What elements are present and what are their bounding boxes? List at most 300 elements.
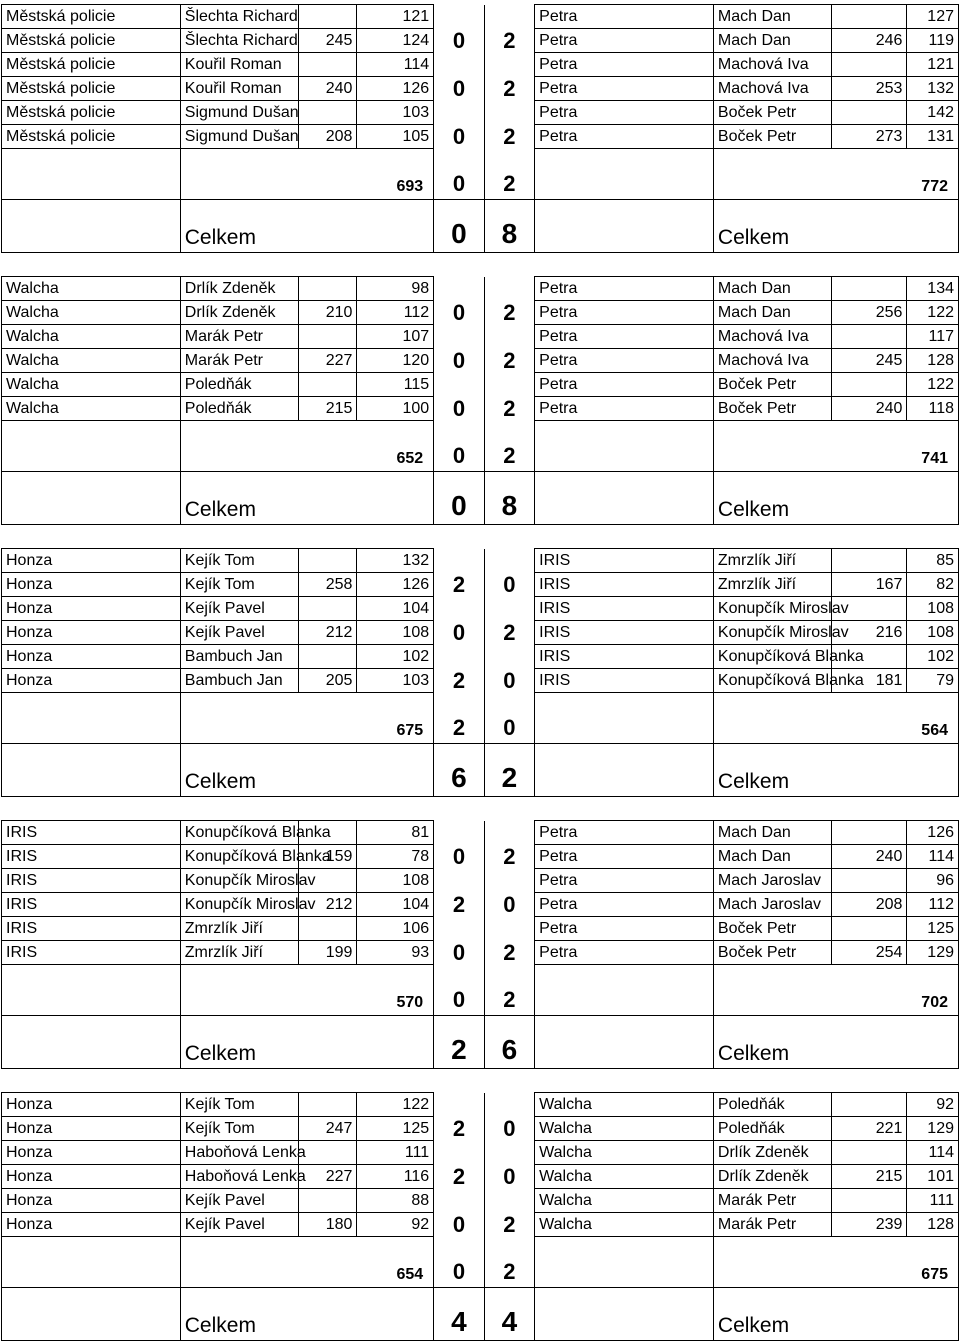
- sum-blank-cell: [2, 421, 181, 472]
- right-team-cell: Petra: [535, 77, 714, 101]
- left-team-cell: IRIS: [2, 893, 181, 917]
- left-final-score: 6: [434, 744, 484, 797]
- right-total-pins: 564: [713, 693, 958, 744]
- sum-blank-cell: [2, 1237, 181, 1288]
- right-points-cell: 0: [484, 1117, 534, 1141]
- sum-blank-cell: [535, 149, 714, 200]
- left-points-cell: 2: [434, 1165, 484, 1189]
- left-game-cell: 132: [357, 549, 434, 573]
- left-series-cell: 245: [298, 29, 357, 53]
- game-row: [2, 597, 959, 621]
- sum-blank-cell: [535, 693, 714, 744]
- left-team-cell: Honza: [2, 597, 181, 621]
- left-game-cell: 92: [357, 1213, 434, 1237]
- left-sum-points: 2: [434, 693, 484, 744]
- game-row: [2, 869, 959, 893]
- right-player-cell: Drlík Zdeněk: [713, 1165, 831, 1189]
- right-team-cell: Petra: [535, 125, 714, 149]
- right-game-cell: 122: [907, 301, 959, 325]
- right-points-cell: 2: [484, 77, 534, 101]
- sum-blank-cell: [2, 149, 181, 200]
- game-row: [2, 821, 959, 845]
- final-row: [2, 1288, 959, 1341]
- left-player-cell: Zmrzlík Jiří: [180, 941, 298, 965]
- left-total-pins: 654: [180, 1237, 433, 1288]
- right-team-cell: Petra: [535, 101, 714, 125]
- right-game-cell: 132: [907, 77, 959, 101]
- left-series-cell: 212: [298, 621, 357, 645]
- left-player-cell: Konupčík Miroslav: [180, 893, 298, 917]
- left-series-cell: [298, 101, 357, 125]
- right-series-cell: 221: [831, 1117, 907, 1141]
- right-points-cell: [484, 597, 534, 621]
- right-game-cell: 129: [907, 1117, 959, 1141]
- right-points-cell: [484, 1093, 534, 1117]
- right-player-cell: Konupčík Miroslav: [713, 621, 831, 645]
- right-points-cell: 0: [484, 573, 534, 597]
- left-points-cell: [434, 373, 484, 397]
- right-game-cell: 96: [907, 869, 959, 893]
- right-game-cell: 118: [907, 397, 959, 421]
- right-player-cell: Zmrzlík Jiří: [713, 549, 831, 573]
- right-series-cell: 245: [831, 349, 907, 373]
- game-row: [2, 301, 959, 325]
- left-points-cell: 2: [434, 893, 484, 917]
- left-team-cell: Honza: [2, 573, 181, 597]
- right-team-cell: Walcha: [535, 1117, 714, 1141]
- right-player-cell: Marák Petr: [713, 1213, 831, 1237]
- right-sum-points: 2: [484, 421, 534, 472]
- right-player-cell: Boček Petr: [713, 917, 831, 941]
- left-series-cell: 180: [298, 1213, 357, 1237]
- blank-cell: [2, 200, 181, 253]
- right-sum-points: 2: [484, 149, 534, 200]
- right-points-cell: 2: [484, 941, 534, 965]
- left-game-cell: 116: [357, 1165, 434, 1189]
- right-team-cell: Walcha: [535, 1165, 714, 1189]
- left-series-cell: 159: [298, 845, 357, 869]
- right-total-label: Celkem: [713, 1016, 958, 1069]
- right-team-cell: IRIS: [535, 597, 714, 621]
- right-series-cell: 208: [831, 893, 907, 917]
- right-team-cell: Petra: [535, 373, 714, 397]
- right-game-cell: 129: [907, 941, 959, 965]
- game-row: [2, 917, 959, 941]
- left-points-cell: [434, 869, 484, 893]
- left-player-cell: Konupčíková Blanka: [180, 845, 298, 869]
- right-player-cell: Boček Petr: [713, 941, 831, 965]
- left-points-cell: 0: [434, 301, 484, 325]
- right-series-cell: [831, 101, 907, 125]
- right-final-score: 4: [484, 1288, 534, 1341]
- game-row: [2, 29, 959, 53]
- right-game-cell: 127: [907, 5, 959, 29]
- left-player-cell: Bambuch Jan: [180, 669, 298, 693]
- sum-row: [2, 149, 959, 200]
- left-game-cell: 112: [357, 301, 434, 325]
- blank-cell: [535, 472, 714, 525]
- left-game-cell: 104: [357, 597, 434, 621]
- right-player-cell: Marák Petr: [713, 1189, 831, 1213]
- game-row: [2, 397, 959, 421]
- left-points-cell: [434, 549, 484, 573]
- left-player-cell: Kouřil Roman: [180, 53, 298, 77]
- right-series-cell: [831, 1093, 907, 1117]
- game-row: [2, 845, 959, 869]
- right-final-score: 8: [484, 200, 534, 253]
- left-player-cell: Sigmund Dušan: [180, 125, 298, 149]
- left-game-cell: 126: [357, 77, 434, 101]
- right-series-cell: [831, 821, 907, 845]
- right-player-cell: Machová Iva: [713, 349, 831, 373]
- right-sum-points: 0: [484, 693, 534, 744]
- right-player-cell: Konupčíková Blanka: [713, 645, 831, 669]
- left-points-cell: [434, 645, 484, 669]
- right-points-cell: [484, 917, 534, 941]
- right-player-cell: Mach Dan: [713, 845, 831, 869]
- right-points-cell: [484, 5, 534, 29]
- match-block: [1, 820, 959, 1069]
- right-points-cell: [484, 645, 534, 669]
- right-player-cell: Boček Petr: [713, 101, 831, 125]
- left-series-cell: [298, 549, 357, 573]
- right-game-cell: 92: [907, 1093, 959, 1117]
- left-points-cell: 0: [434, 77, 484, 101]
- left-points-cell: 0: [434, 845, 484, 869]
- left-series-cell: [298, 53, 357, 77]
- right-game-cell: 108: [907, 597, 959, 621]
- right-team-cell: Petra: [535, 5, 714, 29]
- blank-cell: [535, 1016, 714, 1069]
- right-team-cell: Walcha: [535, 1141, 714, 1165]
- left-game-cell: 102: [357, 645, 434, 669]
- right-series-cell: 181: [831, 669, 907, 693]
- game-row: [2, 101, 959, 125]
- blank-cell: [2, 1016, 181, 1069]
- match-block: [1, 548, 959, 797]
- left-player-cell: Poledňák: [180, 397, 298, 421]
- left-game-cell: 106: [357, 917, 434, 941]
- left-team-cell: Honza: [2, 645, 181, 669]
- right-total-pins: 772: [713, 149, 958, 200]
- left-points-cell: 0: [434, 941, 484, 965]
- right-player-cell: Mach Jaroslav: [713, 893, 831, 917]
- sum-blank-cell: [535, 421, 714, 472]
- right-player-cell: Machová Iva: [713, 325, 831, 349]
- final-row: [2, 1016, 959, 1069]
- right-team-cell: IRIS: [535, 549, 714, 573]
- right-team-cell: IRIS: [535, 645, 714, 669]
- right-total-label: Celkem: [713, 472, 958, 525]
- right-points-cell: [484, 1141, 534, 1165]
- right-series-cell: [831, 869, 907, 893]
- left-points-cell: 2: [434, 573, 484, 597]
- left-team-cell: Honza: [2, 621, 181, 645]
- right-points-cell: [484, 277, 534, 301]
- right-series-cell: [831, 53, 907, 77]
- left-game-cell: 107: [357, 325, 434, 349]
- right-series-cell: 256: [831, 301, 907, 325]
- right-series-cell: [831, 325, 907, 349]
- left-team-cell: Walcha: [2, 349, 181, 373]
- right-series-cell: [831, 549, 907, 573]
- right-final-score: 2: [484, 744, 534, 797]
- right-team-cell: Petra: [535, 301, 714, 325]
- game-row: [2, 53, 959, 77]
- left-game-cell: 93: [357, 941, 434, 965]
- right-series-cell: 215: [831, 1165, 907, 1189]
- right-game-cell: 119: [907, 29, 959, 53]
- left-team-cell: Honza: [2, 549, 181, 573]
- left-game-cell: 98: [357, 277, 434, 301]
- right-team-cell: Petra: [535, 277, 714, 301]
- right-player-cell: Machová Iva: [713, 53, 831, 77]
- right-game-cell: 114: [907, 845, 959, 869]
- left-game-cell: 125: [357, 1117, 434, 1141]
- right-points-cell: 2: [484, 1213, 534, 1237]
- left-player-cell: Kejík Pavel: [180, 597, 298, 621]
- game-row: [2, 1093, 959, 1117]
- left-points-cell: 2: [434, 669, 484, 693]
- left-series-cell: [298, 917, 357, 941]
- left-sum-points: 0: [434, 965, 484, 1016]
- left-points-cell: 0: [434, 125, 484, 149]
- left-team-cell: Městská policie: [2, 5, 181, 29]
- left-player-cell: Bambuch Jan: [180, 645, 298, 669]
- left-series-cell: 210: [298, 301, 357, 325]
- right-team-cell: IRIS: [535, 573, 714, 597]
- left-points-cell: 0: [434, 397, 484, 421]
- left-player-cell: Konupčík Miroslav: [180, 869, 298, 893]
- right-player-cell: Mach Dan: [713, 277, 831, 301]
- right-game-cell: 85: [907, 549, 959, 573]
- blank-cell: [2, 472, 181, 525]
- right-points-cell: 0: [484, 893, 534, 917]
- right-game-cell: 121: [907, 53, 959, 77]
- right-total-label: Celkem: [713, 200, 958, 253]
- game-row: [2, 549, 959, 573]
- blank-cell: [2, 744, 181, 797]
- sum-row: [2, 421, 959, 472]
- left-sum-points: 0: [434, 149, 484, 200]
- right-game-cell: 122: [907, 373, 959, 397]
- right-team-cell: IRIS: [535, 669, 714, 693]
- right-game-cell: 108: [907, 621, 959, 645]
- right-series-cell: [831, 917, 907, 941]
- left-team-cell: Honza: [2, 1213, 181, 1237]
- left-series-cell: 208: [298, 125, 357, 149]
- blank-cell: [2, 1288, 181, 1341]
- right-series-cell: [831, 373, 907, 397]
- left-player-cell: Kejík Pavel: [180, 1189, 298, 1213]
- right-game-cell: 134: [907, 277, 959, 301]
- left-sum-points: 0: [434, 1237, 484, 1288]
- right-player-cell: Poledňák: [713, 1117, 831, 1141]
- left-points-cell: [434, 325, 484, 349]
- right-team-cell: IRIS: [535, 621, 714, 645]
- left-series-cell: [298, 325, 357, 349]
- left-series-cell: 258: [298, 573, 357, 597]
- game-row: [2, 5, 959, 29]
- right-team-cell: Petra: [535, 917, 714, 941]
- left-total-pins: 652: [180, 421, 433, 472]
- sum-blank-cell: [2, 965, 181, 1016]
- right-series-cell: 254: [831, 941, 907, 965]
- right-player-cell: Mach Dan: [713, 821, 831, 845]
- left-points-cell: 0: [434, 29, 484, 53]
- left-game-cell: 104: [357, 893, 434, 917]
- left-team-cell: IRIS: [2, 845, 181, 869]
- left-points-cell: [434, 1141, 484, 1165]
- right-player-cell: Machová Iva: [713, 77, 831, 101]
- left-game-cell: 121: [357, 5, 434, 29]
- left-team-cell: Walcha: [2, 277, 181, 301]
- right-team-cell: Petra: [535, 29, 714, 53]
- match-block: [1, 4, 959, 253]
- left-points-cell: [434, 917, 484, 941]
- game-row: [2, 373, 959, 397]
- match-block: [1, 276, 959, 525]
- game-row: [2, 573, 959, 597]
- right-player-cell: Mach Dan: [713, 301, 831, 325]
- right-game-cell: 142: [907, 101, 959, 125]
- right-game-cell: 102: [907, 645, 959, 669]
- right-points-cell: 2: [484, 397, 534, 421]
- left-series-cell: [298, 1189, 357, 1213]
- right-series-cell: [831, 1189, 907, 1213]
- left-series-cell: 215: [298, 397, 357, 421]
- right-sum-points: 2: [484, 1237, 534, 1288]
- left-player-cell: Kejík Pavel: [180, 621, 298, 645]
- right-player-cell: Boček Petr: [713, 373, 831, 397]
- left-player-cell: Kejík Tom: [180, 573, 298, 597]
- final-row: [2, 744, 959, 797]
- right-team-cell: Walcha: [535, 1093, 714, 1117]
- right-series-cell: 240: [831, 845, 907, 869]
- left-total-pins: 570: [180, 965, 433, 1016]
- right-player-cell: Konupčíková Blanka: [713, 669, 831, 693]
- right-player-cell: Mach Dan: [713, 29, 831, 53]
- left-player-cell: Kejík Tom: [180, 1093, 298, 1117]
- right-points-cell: [484, 869, 534, 893]
- left-player-cell: Marák Petr: [180, 325, 298, 349]
- left-series-cell: 212: [298, 893, 357, 917]
- left-player-cell: Poledňák: [180, 373, 298, 397]
- left-points-cell: [434, 1093, 484, 1117]
- left-series-cell: 247: [298, 1117, 357, 1141]
- sum-row: [2, 1237, 959, 1288]
- left-player-cell: Šlechta Richard: [180, 29, 298, 53]
- left-total-label: Celkem: [180, 1016, 433, 1069]
- game-row: [2, 349, 959, 373]
- match-block: [1, 1092, 959, 1341]
- sum-row: [2, 693, 959, 744]
- right-game-cell: 112: [907, 893, 959, 917]
- left-team-cell: Honza: [2, 1165, 181, 1189]
- left-points-cell: [434, 53, 484, 77]
- left-team-cell: IRIS: [2, 917, 181, 941]
- right-total-pins: 702: [713, 965, 958, 1016]
- right-player-cell: Mach Dan: [713, 5, 831, 29]
- game-row: [2, 77, 959, 101]
- left-team-cell: Walcha: [2, 301, 181, 325]
- left-total-label: Celkem: [180, 200, 433, 253]
- right-team-cell: Petra: [535, 845, 714, 869]
- left-game-cell: 120: [357, 349, 434, 373]
- game-row: [2, 125, 959, 149]
- left-player-cell: Kejík Pavel: [180, 1213, 298, 1237]
- left-series-cell: [298, 1141, 357, 1165]
- left-points-cell: 0: [434, 621, 484, 645]
- left-team-cell: IRIS: [2, 869, 181, 893]
- left-series-cell: [298, 5, 357, 29]
- left-player-cell: Haboňová Lenka: [180, 1141, 298, 1165]
- left-game-cell: 81: [357, 821, 434, 845]
- left-total-label: Celkem: [180, 1288, 433, 1341]
- left-player-cell: Kejík Tom: [180, 1117, 298, 1141]
- left-series-cell: [298, 597, 357, 621]
- left-series-cell: [298, 277, 357, 301]
- right-series-cell: [831, 5, 907, 29]
- right-total-label: Celkem: [713, 744, 958, 797]
- right-series-cell: 253: [831, 77, 907, 101]
- right-points-cell: [484, 549, 534, 573]
- game-row: [2, 1141, 959, 1165]
- left-player-cell: Kouřil Roman: [180, 77, 298, 101]
- left-final-score: 2: [434, 1016, 484, 1069]
- right-team-cell: Petra: [535, 53, 714, 77]
- right-team-cell: Petra: [535, 349, 714, 373]
- left-game-cell: 111: [357, 1141, 434, 1165]
- left-series-cell: [298, 373, 357, 397]
- left-player-cell: Haboňová Lenka: [180, 1165, 298, 1189]
- right-team-cell: Petra: [535, 821, 714, 845]
- sum-blank-cell: [2, 693, 181, 744]
- game-row: [2, 621, 959, 645]
- left-game-cell: 122: [357, 1093, 434, 1117]
- right-series-cell: 246: [831, 29, 907, 53]
- game-row: [2, 645, 959, 669]
- sum-blank-cell: [535, 1237, 714, 1288]
- sum-row: [2, 965, 959, 1016]
- right-points-cell: [484, 821, 534, 845]
- right-game-cell: 111: [907, 1189, 959, 1213]
- left-game-cell: 105: [357, 125, 434, 149]
- left-points-cell: [434, 597, 484, 621]
- left-points-cell: [434, 1189, 484, 1213]
- right-game-cell: 131: [907, 125, 959, 149]
- left-game-cell: 108: [357, 869, 434, 893]
- left-team-cell: Honza: [2, 1093, 181, 1117]
- left-total-label: Celkem: [180, 744, 433, 797]
- left-team-cell: Honza: [2, 1189, 181, 1213]
- sum-blank-cell: [535, 965, 714, 1016]
- left-team-cell: Městská policie: [2, 29, 181, 53]
- left-game-cell: 78: [357, 845, 434, 869]
- left-player-cell: Konupčíková Blanka: [180, 821, 298, 845]
- right-player-cell: Drlík Zdeněk: [713, 1141, 831, 1165]
- game-row: [2, 1213, 959, 1237]
- left-player-cell: Drlík Zdeněk: [180, 301, 298, 325]
- final-row: [2, 472, 959, 525]
- left-sum-points: 0: [434, 421, 484, 472]
- left-total-pins: 675: [180, 693, 433, 744]
- blank-cell: [535, 200, 714, 253]
- right-points-cell: [484, 373, 534, 397]
- left-game-cell: 103: [357, 101, 434, 125]
- game-row: [2, 277, 959, 301]
- left-series-cell: [298, 645, 357, 669]
